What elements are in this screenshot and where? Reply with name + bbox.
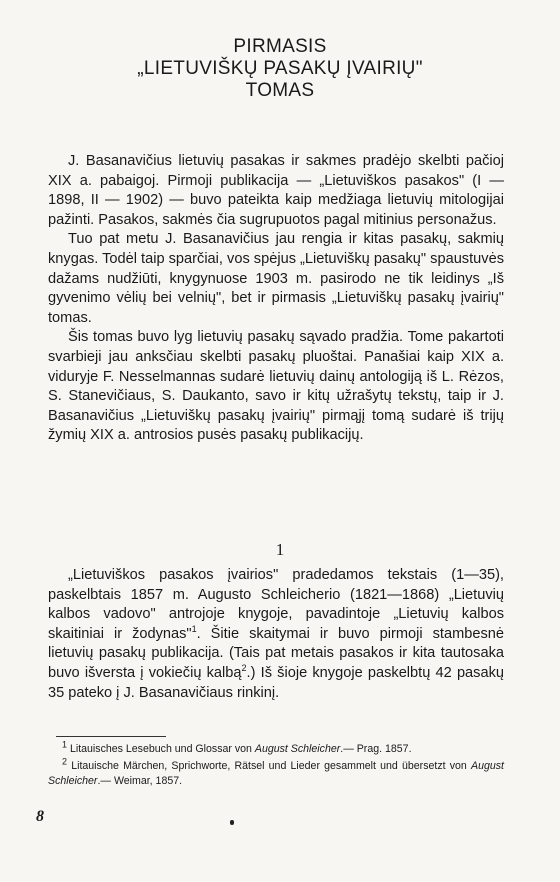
footnote-text: Litauisches Lesebuch und Glossar von xyxy=(67,743,255,755)
footnote xyxy=(48,756,504,789)
ink-speck xyxy=(230,820,234,825)
footnote-divider xyxy=(56,736,166,737)
chapter-title-line-1: PIRMASIS xyxy=(233,36,327,57)
footnotes xyxy=(48,739,504,791)
section-text xyxy=(48,566,504,703)
footnote xyxy=(48,739,504,757)
footnote-text-end: .— Weimar, 1857. xyxy=(97,775,183,787)
page-number: 8 xyxy=(36,808,44,825)
footnote-mark: 1 xyxy=(62,739,68,750)
paragraph: J. Basanavičius lietuvių pasakas ir sakmes pradėjo skelbti pačioj XIX a. pabaigoj. Pirmoji publikacija — „Lietuviškos pasakos" (I — 1898, II — 1902) — buvo pateikta kaip medžiaga lietuvių mitologijai pažinti. Pasakos, sakmės čia sugrupuotos pagal mitinius personažus. xyxy=(48,153,504,228)
footnote-author: August Schleicher xyxy=(48,760,504,787)
section-paragraph-part-2: . Šitie skaitymai ir buvo pirmoji stambesnė lietuvių pasakų publikacija. (Tais pat metais pasakos ir kita tautosaka buvo išversta į vokiečių kalbą xyxy=(48,625,504,681)
section-number: 1 xyxy=(275,540,285,559)
section-paragraph-part-1: „Lietuviškos pasakos įvairios" pradedamos tekstais (1—35), paskelbtais 1857 m. Augusto Schleicherio (1821—1868) „Lietuvių kalbos vadovo" antrojoje knygoje, pavadintoje „Lietuvių kalbos skaitiniai ir žodynas" xyxy=(48,567,504,642)
footnote-ref-1: 1 xyxy=(191,623,197,634)
chapter-title xyxy=(0,36,560,102)
intro-text xyxy=(48,152,504,446)
paragraph: Šis tomas buvo lyg lietuvių pasakų sąvado pradžia. Tome pakartoti svarbieji jau anksčiau skelbti pasakų pluoštai. Panašiai kaip XIX a. viduryje F. Nesselmannas sudarė lietuvių dainų antologiją iš L. Rėzos, S. Stanevičiaus, S. Daukanto, savo ir kitų užrašytų tekstų, taip ir J. Basanavičius „Lietuviškų pasakų įvairių" pirmąjį tomą sudarė iš trijų žymių XIX a. antrosios pusės pasakų publikacijų. xyxy=(48,329,504,444)
section-paragraph-part-3: .) Iš šioje knygoje paskelbtų 42 pasakų 35 pateko į J. Basanavičiaus rinkinį. xyxy=(48,664,504,701)
section-paragraph xyxy=(48,566,504,703)
paragraph: Tuo pat metu J. Basanavičius jau rengia ir kitas pasakų, sakmių knygas. Todėl taip sparčiai, vos spėjus „Lietuviškų pasakų" spaustuvės dažams nudžiūti, knygynuose 1903 m. pasirodo ne tik leidinys „Iš gyvenimo vėlių bei velnių", bet ir pirmasis „Lietuviškų pasakų įvairių" tomas. xyxy=(48,231,504,326)
footnote-author: August Schleicher xyxy=(254,743,341,755)
footnote-text-end: .— Prag. 1857. xyxy=(340,743,412,755)
footnote-mark: 2 xyxy=(62,756,68,767)
chapter-title-line-2: „LIETUVIŠKŲ PASAKŲ ĮVAIRIŲ" xyxy=(137,58,423,79)
footnote-text: Litauische Märchen, Sprichworte, Rätsel und Lieder gesammelt und übersetzt von xyxy=(67,760,472,772)
footnote-ref-2: 2 xyxy=(241,663,247,674)
chapter-title-line-3: TOMAS xyxy=(245,80,315,101)
